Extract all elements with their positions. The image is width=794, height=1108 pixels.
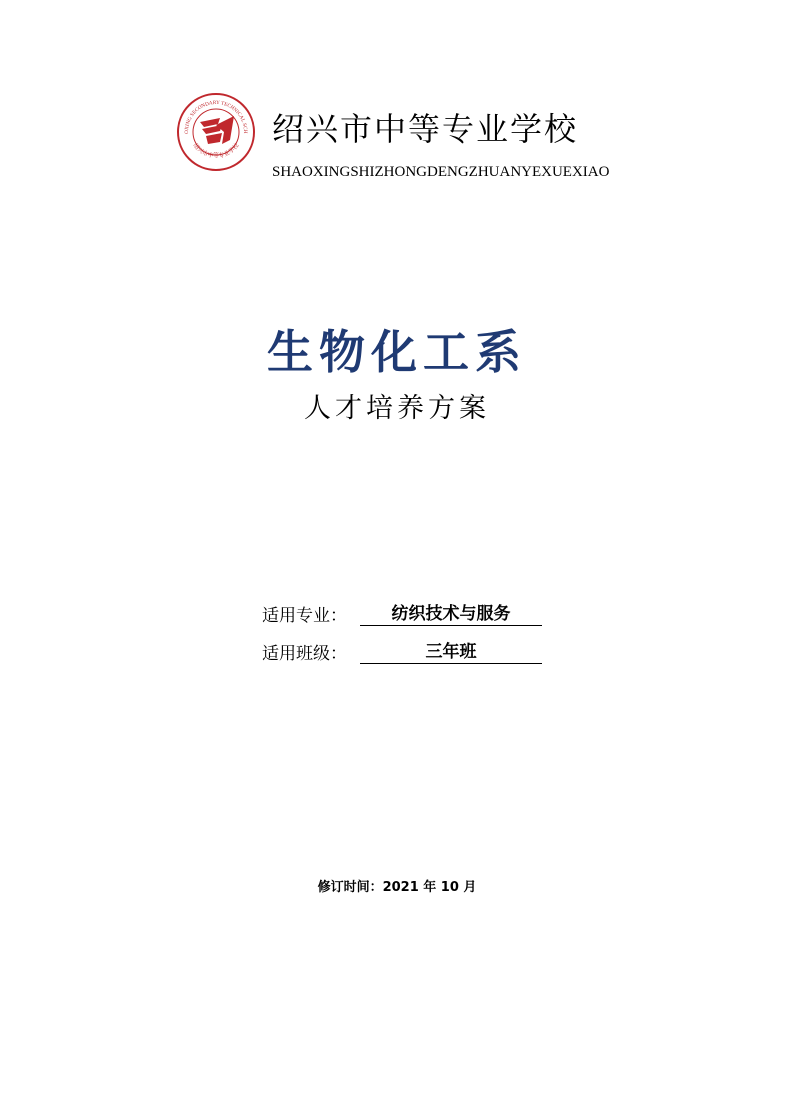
school-name: 绍兴市中等专业学校 xyxy=(272,110,579,148)
document-subtitle: 人才培养方案 xyxy=(304,393,490,424)
svg-text:绍兴市中等专业学校 xyxy=(191,141,241,160)
revision-date: 修订时间：2021 年 10 月 xyxy=(317,880,477,895)
applicable-major-label: 适用专业： xyxy=(262,606,347,626)
logo-ring-text-top: OXING SECONDARY TECHNICAL SCH xyxy=(183,99,249,134)
applicable-class-label: 适用班级： xyxy=(262,644,347,664)
school-name-pinyin: SHAOXINGSHIZHONGDENGZHUANYEXUEXIAO xyxy=(272,164,610,180)
applicable-class-value: 三年班 xyxy=(360,637,542,664)
school-header xyxy=(176,92,616,192)
applicable-major-row xyxy=(262,598,542,626)
department-title: 生物化工系 xyxy=(267,325,527,379)
logo-ring-text-bottom: 绍兴市中等专业学校 xyxy=(191,142,241,160)
applicable-major-value: 纺织技术与服务 xyxy=(360,599,542,626)
school-emblem-icon xyxy=(176,92,256,172)
applicable-class-row xyxy=(262,636,542,664)
